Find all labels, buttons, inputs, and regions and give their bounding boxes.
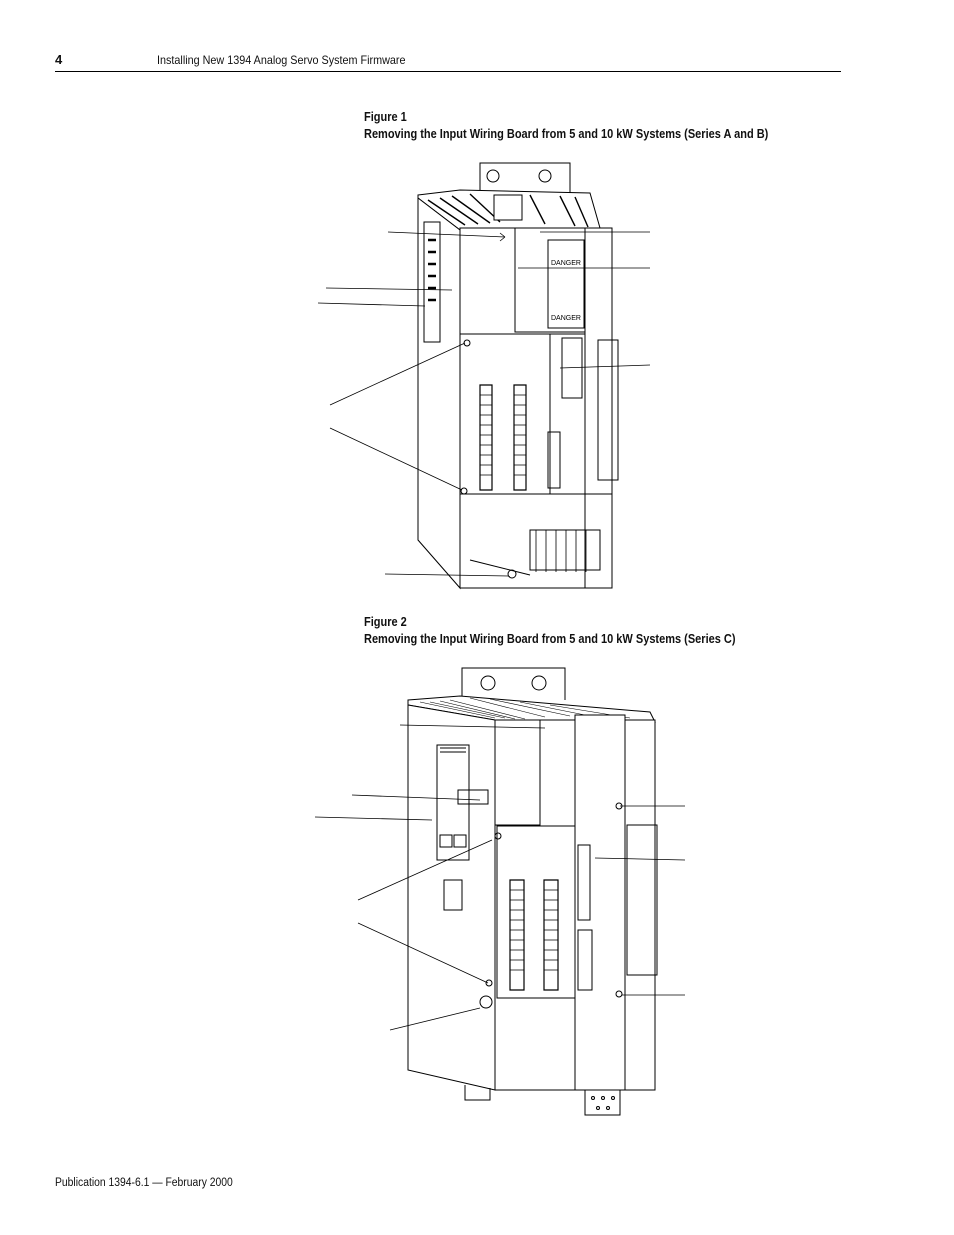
figure1-number: Figure 1 [364, 110, 407, 124]
figure1-caption: Removing the Input Wiring Board from 5 and 10 kW Systems (Series A and B) [364, 127, 769, 141]
danger-label-bottom: DANGER [551, 315, 581, 322]
figure2-number: Figure 2 [364, 615, 407, 629]
running-header: Installing New 1394 Analog Servo System Firmware [157, 53, 406, 67]
footer-publication: Publication 1394-6.1 — February 2000 [55, 1177, 233, 1189]
figure2-caption: Removing the Input Wiring Board from 5 and 10 kW Systems (Series C) [364, 632, 736, 646]
page-number: 4 [55, 52, 63, 67]
header-rule [55, 71, 841, 72]
figure2-drawing [0, 660, 954, 1130]
figure1-drawing [0, 150, 954, 600]
danger-label-top: DANGER [551, 260, 581, 267]
